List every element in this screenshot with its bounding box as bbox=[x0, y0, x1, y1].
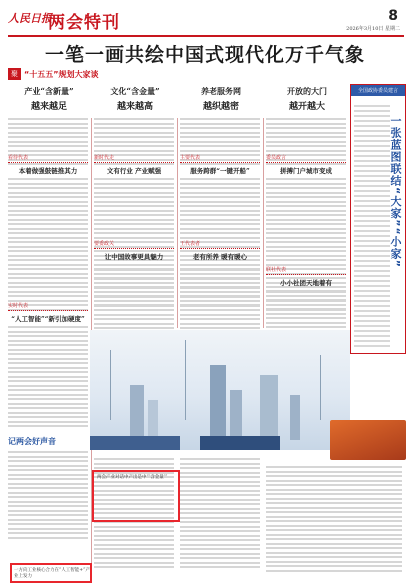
page-headline: 一笔一画共绘中国式现代化万千气象 bbox=[44, 44, 365, 66]
sub-headline-line2: 越开越大 bbox=[288, 102, 325, 112]
article-c1-top bbox=[8, 154, 88, 313]
sub-headline-line1: 养老服务网 bbox=[201, 86, 241, 96]
section-label: 实时代表 bbox=[8, 302, 88, 311]
highlight-text: 两会产业对话中产出是中“‘含金量’” bbox=[97, 475, 168, 480]
sub-headline bbox=[8, 86, 90, 114]
sub-headlines bbox=[8, 86, 348, 114]
sub-headline-line2: 越织越密 bbox=[202, 102, 239, 112]
sub-headline-line1: 文化“含金量” bbox=[110, 86, 160, 96]
column-divider bbox=[177, 118, 178, 328]
sub-headline bbox=[94, 86, 176, 114]
sub-headline bbox=[266, 86, 348, 114]
article-title: 服务跨群“一键开船” bbox=[190, 167, 250, 175]
section-label: 主要代表 bbox=[180, 154, 260, 163]
section-label: 联社代表 bbox=[266, 266, 346, 275]
article-c3-mid bbox=[180, 240, 260, 341]
section-label: 要委政关 bbox=[94, 240, 174, 249]
sub-headline-line1: 开放的大门 bbox=[287, 86, 327, 96]
article-title: 拼搏门户城市变成 bbox=[280, 167, 332, 175]
newspaper-logo: 人民日报 bbox=[8, 12, 52, 25]
sub-headline-line2: 越来越高 bbox=[116, 102, 153, 112]
section-label: 新时代走 bbox=[94, 154, 174, 163]
article-c2-mid bbox=[94, 240, 174, 341]
column-divider bbox=[263, 118, 264, 328]
section-title: 两会特刊 bbox=[48, 13, 120, 33]
footer-title: 记两会好声音 bbox=[8, 437, 56, 446]
masthead bbox=[8, 8, 404, 34]
footer-section bbox=[8, 436, 88, 541]
body-text-block bbox=[180, 458, 260, 571]
sidebar-banner: 全国政协委员建言 bbox=[351, 85, 405, 96]
article-title: 本着做强鼓链推其力 bbox=[18, 167, 78, 175]
sub-headline bbox=[180, 86, 262, 114]
article-title: 让中国故事更具魅力 bbox=[104, 253, 164, 261]
train-illustration bbox=[330, 420, 406, 460]
highlight-box[interactable] bbox=[10, 563, 92, 583]
article-title: 小小社团天地着有 bbox=[280, 279, 332, 287]
body-text-block bbox=[266, 466, 402, 574]
section-label: 王代表者 bbox=[180, 240, 260, 249]
sidebar bbox=[350, 84, 406, 354]
sidebar-text bbox=[354, 105, 390, 350]
sidebar-title: 一张蓝图联结“大家”“小家” bbox=[389, 115, 402, 268]
masthead-rule bbox=[8, 35, 404, 37]
sub-headline-line2: 越来越足 bbox=[30, 102, 67, 112]
section-label: 委员政言 bbox=[266, 154, 346, 163]
highlight-box[interactable] bbox=[92, 470, 180, 522]
kicker-text: “十五五”规划大家谈 bbox=[24, 69, 99, 79]
article-title: “人工智能”“新引加硬度” bbox=[11, 315, 85, 323]
section-label: 看待代表 bbox=[8, 154, 88, 163]
city-illustration bbox=[90, 330, 350, 450]
kicker bbox=[8, 68, 99, 80]
highlight-text: 一方向工业核心合力在“人工智能+”产业上发力 bbox=[14, 568, 90, 579]
issue-date: 2026年3月10日 星期二 bbox=[346, 26, 400, 32]
page-number: 8 bbox=[388, 8, 398, 24]
kicker-tag: 聚 bbox=[8, 68, 21, 80]
article-title: 文有行业 产业赋强 bbox=[106, 167, 162, 175]
article-title: 老有所养 暖有暖心 bbox=[192, 253, 248, 261]
sub-headline-line1: 产业“含新量” bbox=[24, 86, 74, 96]
article-c1-mid bbox=[8, 302, 88, 430]
